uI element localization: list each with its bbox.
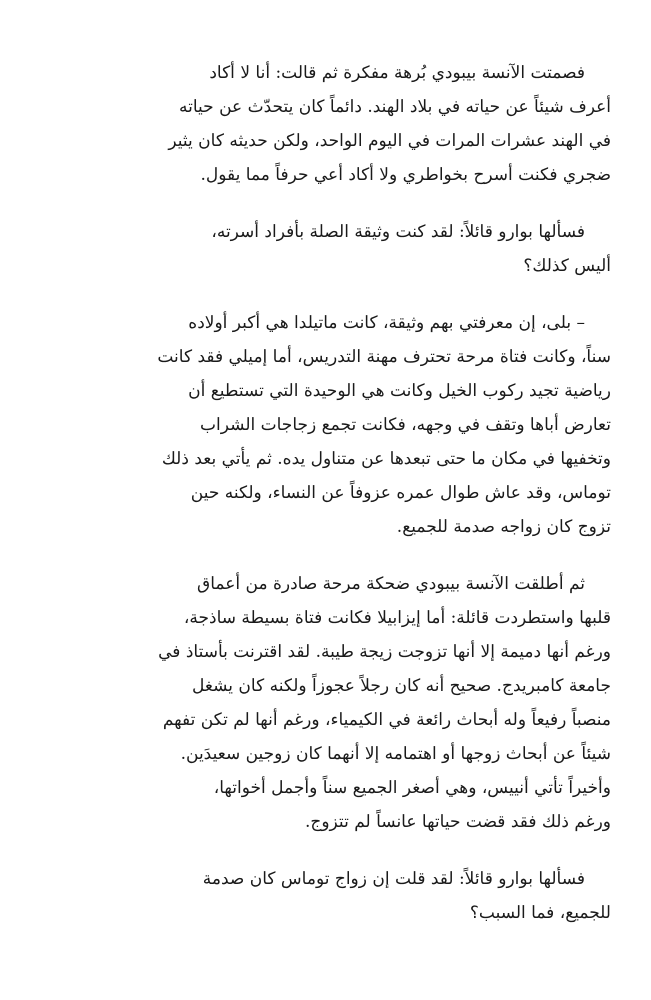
text-line: توماس، وقد عاش طوال عمره عزوفاً عن النساء، ولكنه حين	[190, 483, 611, 503]
text-line: ورغم ذلك فقد قضت حياتها عانساً لم تتزوج.	[304, 812, 611, 832]
text-line: سناً، وكانت فتاة مرحة تحترف مهنة التدريس، أما إميلي فقد كانت	[157, 347, 611, 367]
paragraph-1	[72, 56, 611, 192]
text-line: وأخيراً تأتي أنييس، وهي أصغر الجميع سناً وأجمل أخواتها،	[213, 778, 611, 798]
text-line: قلبها واستطردت قائلة: أما إيزابيلا فكانت فتاة بسيطة ساذجة،	[183, 608, 611, 628]
text-line: – بلى، إن معرفتي بهم وثيقة، كانت ماتيلدا هي أكبر أولاده	[188, 313, 585, 333]
text-line: رياضية تجيد ركوب الخيل وكانت هي الوحيدة التي تستطيع أن	[188, 381, 611, 401]
text-line: تعارض أباها وتقف في وجهه، فكانت تجمع زجاجات الشراب	[200, 415, 611, 435]
text-line: منصباً رفيعاً وله أبحاث رائعة في الكيمياء، ورغم أنها لم تكن تفهم	[162, 710, 611, 730]
text-line: فسألها بوارو قائلاً: لقد قلت إن زواج توماس كان صدمة	[202, 869, 585, 889]
text-line: تزوج كان زواجه صدمة للجميع.	[396, 517, 611, 537]
text-line: أليس كذلك؟	[523, 256, 611, 276]
paragraph-2	[72, 215, 611, 283]
text-line: أعرف شيئاً عن حياته في بلاد الهند. دائماً كان يتحدّث عن حياته	[179, 97, 611, 117]
text-line: ضجري فكنت أسرح بخواطري ولا أكاد أعي حرفاً مما يقول.	[200, 165, 611, 185]
text-line: ثم أطلقت الآنسة بيبودي ضحكة مرحة صادرة من أعماق	[197, 574, 585, 594]
paragraph-3	[72, 306, 611, 544]
paragraph-4	[72, 567, 611, 839]
text-line: فسألها بوارو قائلاً: لقد كنت وثيقة الصلة بأفراد أسرته،	[211, 222, 585, 242]
text-line: جامعة كامبريدج. صحيح أنه كان رجلاً عجوزاً ولكنه كان يشغل	[192, 676, 611, 696]
paragraph-5	[72, 862, 611, 930]
text-line: فصمتت الآنسة بيبودي بُرهة مفكرة ثم قالت: أنا لا أكاد	[209, 63, 585, 83]
text-line: ورغم أنها دميمة إلا أنها تزوجت زيجة طيبة. لقد اقترنت بأستاذ في	[158, 642, 611, 662]
text-line: شيئاً عن أبحاث زوجها أو اهتمامه إلا أنهما كان زوجين سعيدَين.	[180, 744, 611, 764]
text-line: في الهند عشرات المرات في اليوم الواحد، ولكن حديثه كان يثير	[168, 131, 611, 151]
text-line: وتخفيها في مكان ما حتى تبعدها عن متناول يده. ثم يأتي بعد ذلك	[161, 449, 611, 469]
text-line: للجميع، فما السبب؟	[469, 903, 611, 923]
